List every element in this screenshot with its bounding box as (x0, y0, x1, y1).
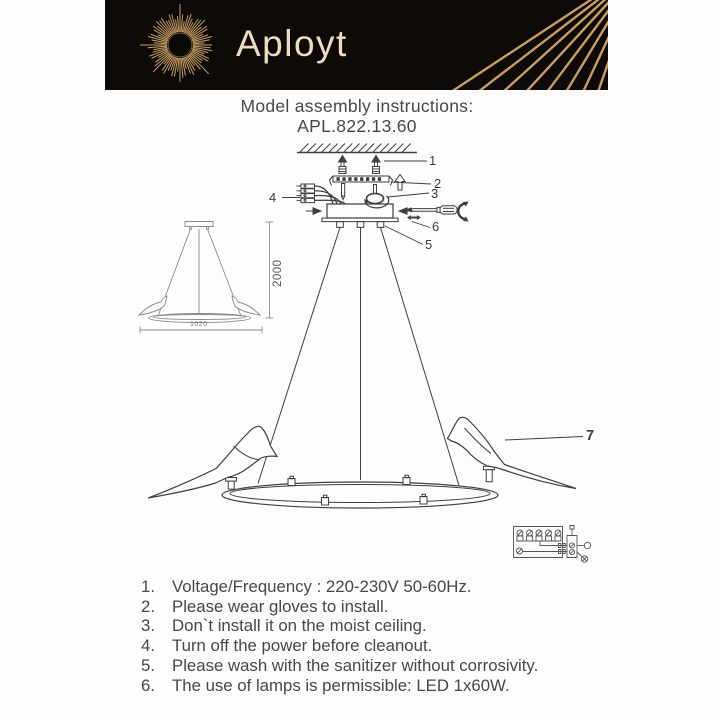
part-label-2: 2 (434, 176, 442, 191)
light-ring (222, 475, 498, 508)
wiring-diagram (514, 526, 591, 563)
page-title: Model assembly instructions: (240, 96, 474, 116)
item-number: 1. (141, 577, 155, 596)
overview-schematic (139, 222, 274, 334)
ceiling-hatch (297, 144, 417, 153)
list-item (141, 656, 538, 676)
item-text: Don`t install it on the moist ceiling. (172, 616, 427, 636)
brand-logotype: Aployt (236, 23, 348, 64)
suspension-cables (258, 227, 459, 485)
item-text: Please wash with the sanitizer without corrosivity. (172, 655, 539, 675)
model-number: APL.822.13.60 (297, 116, 417, 136)
list-item (141, 597, 538, 617)
list-item (141, 636, 538, 656)
item-number: 3. (141, 616, 155, 636)
item-number: 2. (141, 596, 155, 616)
part-label-1: 1 (429, 153, 437, 168)
part-label-7: 7 (586, 428, 595, 444)
ceiling-canopy (306, 204, 414, 227)
item-text: Voltage/Frequency : 220-230V 50-60Hz. (172, 577, 472, 596)
part-label-5: 5 (425, 237, 433, 252)
item-number: 6. (141, 675, 155, 695)
wire-connector (297, 184, 346, 204)
part-label-3: 3 (431, 186, 439, 201)
terminal-screws (517, 530, 561, 541)
instruction-list (141, 577, 538, 695)
item-text: Turn off the power before cleanout. (172, 636, 433, 656)
item-number: 5. (141, 655, 155, 675)
part-label-4: 4 (269, 190, 277, 205)
part-label-6: 6 (432, 219, 440, 234)
item-number: 4. (141, 636, 155, 656)
item-text: Please wear gloves to install. (172, 596, 389, 616)
list-item (141, 577, 538, 597)
list-item (141, 676, 538, 696)
dimension-height: 2000 (272, 259, 284, 287)
item-text: The use of lamps is permissible: LED 1x60W. (172, 675, 510, 695)
anchor-screws (339, 156, 381, 174)
list-item (141, 616, 538, 636)
bird-figurines (148, 417, 576, 498)
dimension-width: 1020 (190, 321, 208, 328)
